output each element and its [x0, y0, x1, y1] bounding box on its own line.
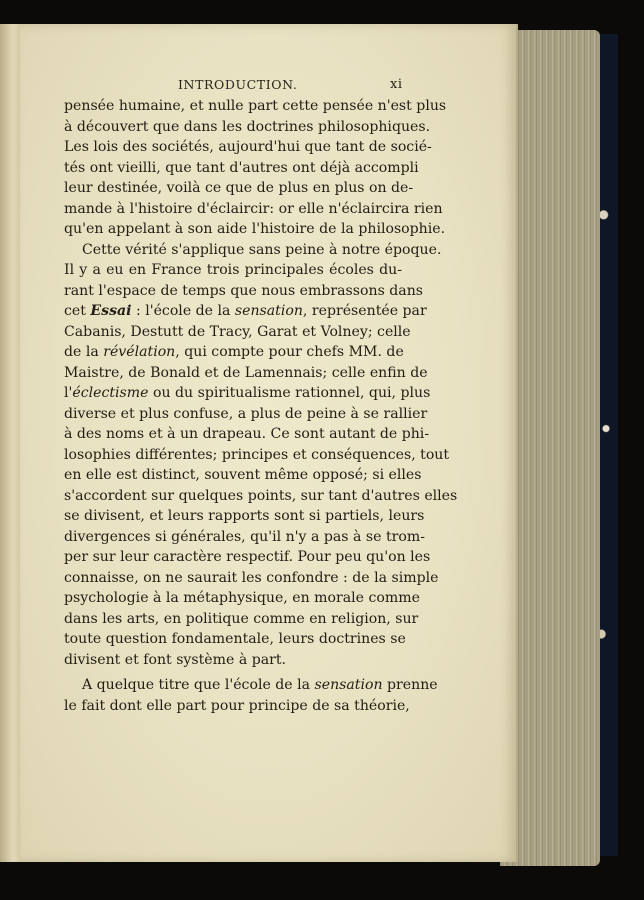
italic-term: éclectisme	[72, 385, 149, 401]
text-line: en elle est distinct, souvent même opposé; si elles	[64, 467, 422, 483]
text-line: toute question fondamentale, leurs doctrines se	[64, 631, 406, 647]
text-line: Cabanis, Destutt de Tracy, Garat et Volney; celle	[64, 323, 411, 340]
text-line: pensée humaine, et nulle part cette pensée n'est plus	[64, 98, 447, 114]
text-line: Cette vérité s'applique sans peine à notre époque.	[82, 241, 442, 258]
text-line: s'accordent sur quelques points, sur tant d'autres elles	[64, 487, 458, 504]
text-line: tés ont vieilli, que tant d'autres ont déjà accompli	[64, 159, 419, 176]
page-number: xi	[390, 77, 403, 92]
text-line: à des noms et à un drapeau. Ce sont autant de phi-	[64, 426, 430, 442]
text-line: rant l'espace de temps que nous embrassons dans	[64, 282, 424, 299]
text-line: à découvert que dans les doctrines philosophiques.	[64, 118, 431, 135]
text-line: psychologie à la métaphysique, en morale comme	[64, 590, 420, 606]
paragraph-2	[64, 240, 458, 671]
text-line: qu'en appelant à son aide l'histoire de la philosophie.	[64, 221, 446, 237]
text-line-with-italics: A quelque titre que l'école de la sensation prenne	[82, 677, 438, 693]
text-line: divisent et font système à part.	[64, 651, 287, 668]
text-line: Il y a eu en France trois principales écoles du-	[64, 262, 402, 278]
text-line: per sur leur caractère respectif. Pour peu qu'on les	[64, 549, 431, 565]
italic-term: révélation	[103, 344, 176, 360]
paragraph-3	[64, 675, 438, 716]
body-text	[64, 96, 458, 716]
text-line: Les lois des sociétés, aujourd'hui que tant de socié-	[64, 139, 432, 155]
text-line-with-italics: l'éclectisme ou du spiritualisme rationnel, qui, plus	[64, 385, 431, 401]
text-line: le fait dont elle part pour principe de sa théorie,	[64, 697, 410, 714]
text-line: se divisent, et leurs rapports sont si partiels, leurs	[64, 508, 425, 524]
text-line: losophies différentes; principes et conséquences, tout	[64, 446, 450, 463]
running-head-title: INTRODUCTION.	[178, 77, 298, 92]
text-line: connaisse, on ne saurait les confondre : de la simple	[64, 569, 439, 586]
text-line: leur destinée, voilà ce que de plus en plus on de-	[64, 180, 414, 196]
paragraph-1	[64, 96, 447, 240]
text-line: mande à l'histoire d'éclaircir: or elle n'éclaircira rien	[64, 200, 443, 217]
text-line-with-italics: cet Essai : l'école de la sensation, représentée par	[64, 303, 427, 319]
text-line-with-italics: de la révélation, qui compte pour chefs MM. de	[64, 344, 404, 360]
italic-term: sensation	[314, 677, 383, 693]
italic-term: sensation	[234, 303, 303, 319]
text-line: divergences si générales, qu'il n'y a pas à se trom-	[64, 528, 425, 545]
text-line: dans les arts, en politique comme en religion, sur	[64, 610, 419, 627]
text-line: diverse et plus confuse, a plus de peine à se rallier	[64, 405, 428, 422]
text-line: Maistre, de Bonald et de Lamennais; celle enfin de	[64, 364, 428, 381]
italic-term: Essai	[90, 303, 132, 319]
